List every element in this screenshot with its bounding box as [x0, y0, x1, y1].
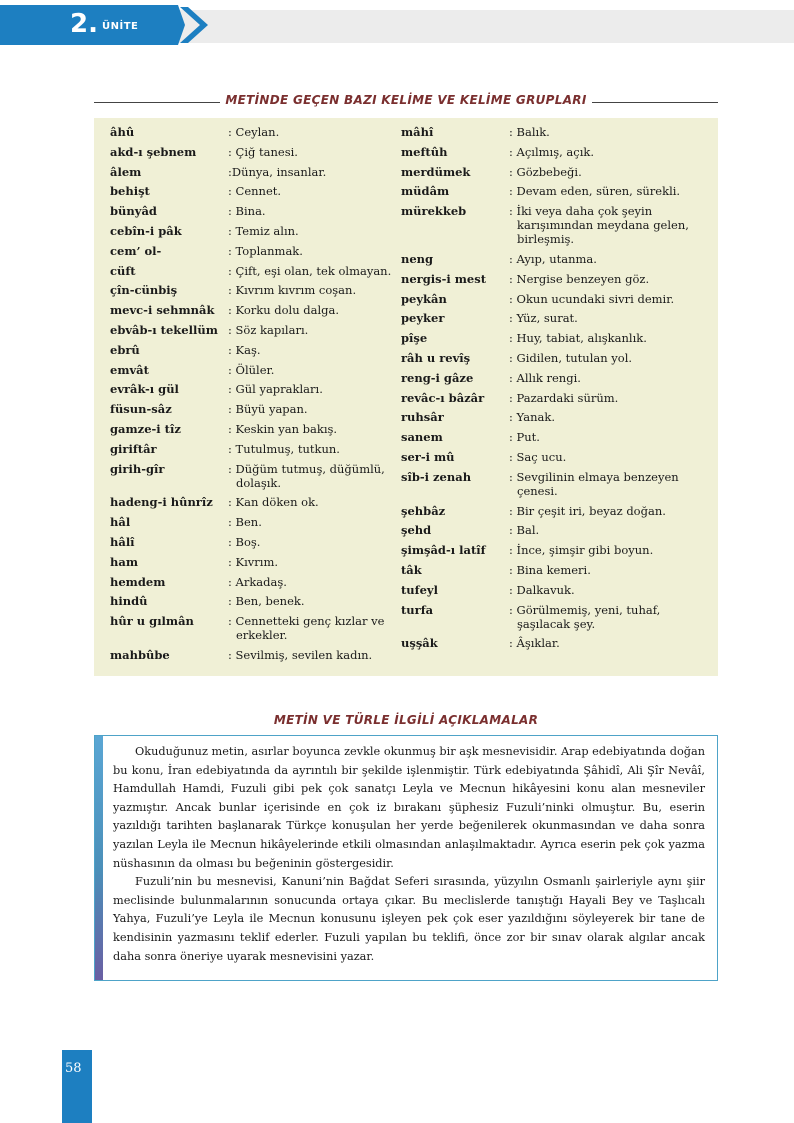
glossary-term: şimşâd-ı latîf	[401, 543, 486, 558]
glossary-entry	[401, 204, 701, 246]
glossary-term: râh u revîş	[401, 350, 471, 365]
glossary-entry	[110, 244, 410, 258]
glossary-entry	[401, 371, 701, 385]
glossary-entry	[110, 422, 410, 436]
glossary-entry	[110, 145, 410, 159]
glossary-term: hindû	[110, 594, 148, 609]
glossary-entry	[401, 311, 701, 325]
glossary-definition: : Keskin yan bakış.	[228, 421, 338, 436]
glossary-definition: : Temiz alın.	[228, 223, 299, 238]
glossary-entry	[110, 224, 410, 238]
glossary-definition: : Çift, eşi olan, tek olmayan.	[228, 263, 392, 278]
glossary-entry	[401, 125, 701, 139]
glossary-entry	[401, 636, 701, 650]
glossary-entry	[401, 272, 701, 286]
glossary-entry	[110, 204, 410, 218]
glossary-term: hâl	[110, 515, 131, 530]
glossary-entry	[401, 430, 701, 444]
glossary-term: akd-ı şebnem	[110, 144, 197, 159]
glossary-term: mevc-i sehmnâk	[110, 303, 215, 318]
glossary-entry	[401, 252, 701, 266]
glossary-term: peykân	[401, 291, 447, 306]
glossary-definition: : Arkadaş.	[228, 574, 287, 589]
glossary-entry	[110, 323, 410, 337]
glossary-entry	[401, 543, 701, 557]
page-number: 58	[65, 1061, 82, 1076]
glossary-definition: : Bina.	[228, 204, 266, 219]
glossary-entry	[401, 470, 701, 498]
glossary-term: ebrû	[110, 342, 140, 357]
glossary-entry	[401, 351, 701, 365]
glossary-term: tufeyl	[401, 582, 438, 597]
glossary-entry	[110, 648, 410, 662]
glossary-entry	[401, 184, 701, 198]
glossary-term: turfa	[401, 602, 434, 617]
glossary-entry	[110, 442, 410, 456]
glossary-title: METİNDE GEÇEN BAZI KELİME VE KELİME GRUPLARI	[225, 93, 587, 107]
unit-number: 2.	[70, 9, 98, 39]
glossary-definition: : Görülmemiş, yeni, tuhaf, şaşılacak şey.	[509, 602, 661, 631]
glossary-entry	[110, 343, 410, 357]
glossary-definition: : Kıvrım.	[228, 554, 279, 569]
glossary-term: behişt	[110, 184, 150, 199]
glossary-term: reng-i gâze	[401, 370, 474, 385]
glossary-term: mâhî	[401, 125, 434, 139]
glossary-term: şehd	[401, 523, 432, 538]
glossary-entry	[110, 402, 410, 416]
glossary-term: merdümek	[401, 164, 471, 179]
glossary-term: girih-gîr	[110, 461, 165, 476]
glossary-term: ham	[110, 554, 138, 569]
glossary-term: sîb-i zenah	[401, 469, 472, 484]
glossary-entry	[110, 283, 410, 297]
glossary-entry	[110, 594, 410, 608]
glossary-definition: : Korku dolu dalga.	[228, 303, 340, 318]
glossary-term: cebîn-i pâk	[110, 223, 182, 238]
glossary-entry	[110, 614, 410, 642]
glossary-definition: : Yanak.	[509, 410, 555, 425]
glossary-definition: : Bal.	[509, 523, 540, 538]
glossary-definition: : Okun ucundaki sivri demir.	[509, 291, 675, 306]
glossary-term: uşşâk	[401, 636, 438, 651]
glossary-entry	[110, 535, 410, 549]
glossary-term: müdâm	[401, 184, 450, 199]
glossary-definition: : Balık.	[509, 125, 550, 139]
glossary-term: mahbûbe	[110, 647, 170, 662]
explanation-accent-strip	[95, 736, 103, 980]
glossary-term: şehbâz	[401, 503, 446, 518]
glossary-definition: : Yüz, surat.	[509, 311, 578, 326]
glossary-definition: : Açılmış, açık.	[509, 144, 595, 159]
glossary-definition: : Bir çeşit iri, beyaz doğan.	[509, 503, 666, 518]
glossary-entry	[401, 410, 701, 424]
glossary-definition: : Gözbebeği.	[509, 164, 582, 179]
glossary-entry	[401, 331, 701, 345]
glossary-term: ebvâb-ı tekellüm	[110, 322, 218, 337]
glossary-entry	[401, 583, 701, 597]
glossary-entry	[110, 495, 410, 509]
explanation-heading	[94, 713, 718, 733]
glossary-entry	[110, 184, 410, 198]
glossary-definition: : Sevilmiş, sevilen kadın.	[228, 647, 373, 662]
glossary-entry	[110, 165, 410, 179]
glossary-term: emvât	[110, 362, 149, 377]
glossary-term: pîşe	[401, 331, 428, 346]
glossary-term: âlem	[110, 164, 142, 179]
glossary-definition: : Ben.	[228, 515, 262, 530]
glossary-definition: : Cennet.	[228, 184, 282, 199]
glossary-term: hadeng-i hûnrîz	[110, 495, 213, 510]
glossary-entry	[401, 145, 701, 159]
explanation-paragraph: Fuzuli’nin bu mesnevisi, Kanuni’nin Bağdat Seferi sırasında, yüzyılın Osmanlı şairleriyle aynı şiir meclisinde bulunmalarının sonucunda ortaya çıkar. Bu meclislerde tanıştığı Hayali Bey ve Taşlıcalı Yahya, Fuzuli’ye Leyla ile Mecnun konusunu işleyen pek çok eser yazıldığını söyleyerek bir tane de kendisinin yazmasını teklif ederler. Fuzuli yapılan bu teklifi, önce zor bir sınav olarak algılar ancak daha sonra öneriye uyarak mesnevisini yazar.	[113, 875, 705, 963]
glossary-entry	[110, 363, 410, 377]
unit-label: ÜNİTE	[102, 21, 139, 32]
glossary-definition: : Gidilen, tutulan yol.	[509, 350, 633, 365]
explanation-box	[94, 735, 718, 981]
glossary-term: mürekkeb	[401, 204, 467, 219]
glossary-term: gamze-i tîz	[110, 421, 181, 436]
glossary-definition: : Âşıklar.	[509, 636, 560, 651]
glossary-entry	[110, 382, 410, 396]
glossary-term: füsun-sâz	[110, 402, 172, 417]
glossary-entry	[401, 563, 701, 577]
heading-rule-right	[592, 102, 718, 103]
glossary-entry	[401, 523, 701, 537]
glossary-entry	[110, 555, 410, 569]
glossary-entry	[401, 292, 701, 306]
glossary-entry	[401, 504, 701, 518]
explanation-paragraph: Okuduğunuz metin, asırlar boyunca zevkle okunmuş bir aşk mesnevisidir. Arap edebiyatında doğan bu konu, İran edebiyatında da ayrıntılı bir şekilde işlenmiştir. Türk edebiyatında Şâhidî, Ali Şîr Nevâî, Hamdullah Hamdi, Fuzuli gibi pek çok sanatçı Leyla ve Mecnun hikâyesini konu alan mesneviler yazmıştır. Ancak bunlar içerisinde en çok iz bırakanı şüphesiz Fuzuli’ninki olmuştur. Bu, eserin yazıldığı tarihten başlanarak Türkçe konuşulan her yerde beğenilerek okunmasından ve daha sonra yazılan Leyla ile Mecnun hikâyelerinde etkili olmasından anlaşılmaktadır. Ayrıca eserin pek çok yazma nüshasının da olması bu beğeninin göstergesidir.	[113, 745, 705, 870]
glossary-entry	[401, 391, 701, 405]
glossary-definition: : Huy, tabiat, alışkanlık.	[509, 331, 647, 346]
glossary-definition: : Söz kapıları.	[228, 322, 309, 337]
glossary-definition: : İnce, şimşir gibi boyun.	[509, 543, 654, 558]
glossary-entry	[110, 462, 410, 490]
glossary-term: meftûh	[401, 144, 448, 159]
glossary-definition: : Kaş.	[228, 342, 261, 357]
glossary-definition: : Büyü yapan.	[228, 402, 308, 417]
glossary-definition: : Çiğ tanesi.	[228, 144, 298, 159]
glossary-term: âhû	[110, 125, 135, 139]
glossary-definition: : Ayıp, utanma.	[509, 251, 597, 266]
glossary-entry	[110, 264, 410, 278]
glossary-definition: : Tutulmuş, tutkun.	[228, 441, 340, 456]
glossary-definition: : Kan döken ok.	[228, 495, 319, 510]
glossary-box	[94, 118, 718, 676]
glossary-entry	[110, 515, 410, 529]
glossary-term: bünyâd	[110, 204, 157, 219]
glossary-definition: : Kıvrım kıvrım coşan.	[228, 283, 357, 298]
glossary-definition: : Nergise benzeyen göz.	[509, 271, 650, 286]
glossary-definition: : Ceylan.	[228, 125, 280, 139]
glossary-term: hûr u gılmân	[110, 614, 194, 629]
glossary-column-right	[401, 125, 701, 656]
glossary-term: giriftâr	[110, 441, 157, 456]
glossary-definition: :Dünya, insanlar.	[228, 164, 327, 179]
glossary-definition: : Ölüler.	[228, 362, 275, 377]
glossary-term: cem’ ol-	[110, 243, 162, 258]
glossary-definition: : Allık rengi.	[509, 370, 581, 385]
glossary-column-left	[110, 125, 410, 668]
glossary-term: hemdem	[110, 574, 166, 589]
glossary-definition: : Sevgilinin elmaya benzeyen çenesi.	[509, 469, 679, 498]
glossary-term: tâk	[401, 562, 422, 577]
glossary-definition: : Dalkavuk.	[509, 582, 575, 597]
glossary-term: sanem	[401, 430, 443, 445]
glossary-definition: : Cennetteki genç kızlar ve erkekler.	[228, 614, 385, 643]
glossary-definition: : Boş.	[228, 534, 261, 549]
glossary-definition: : Düğüm tutmuş, düğümlü, dolaşık.	[228, 461, 385, 490]
glossary-definition: : Gül yaprakları.	[228, 382, 323, 397]
explanation-title: METİN VE TÜRLE İLGİLİ AÇIKLAMALAR	[273, 713, 539, 727]
glossary-definition: : İki veya daha çok şeyin karışımından meydana gelen, birleşmiş.	[509, 204, 689, 247]
glossary-entry	[401, 165, 701, 179]
glossary-term: neng	[401, 251, 434, 266]
glossary-term: ruhsâr	[401, 410, 444, 425]
glossary-term: cüft	[110, 263, 136, 278]
glossary-definition: : Toplanmak.	[228, 243, 303, 258]
glossary-term: nergis-i mest	[401, 271, 487, 286]
glossary-term: peyker	[401, 311, 445, 326]
glossary-definition: : Put.	[509, 430, 540, 445]
glossary-term: revâc-ı bâzâr	[401, 390, 485, 405]
glossary-entry	[110, 125, 410, 139]
glossary-term: evrâk-ı gül	[110, 382, 179, 397]
explanation-text	[113, 743, 705, 966]
glossary-term: hâlî	[110, 534, 135, 549]
glossary-entry	[110, 303, 410, 317]
glossary-definition: : Bina kemeri.	[509, 562, 591, 577]
glossary-definition: : Pazardaki sürüm.	[509, 390, 619, 405]
glossary-definition: : Saç ucu.	[509, 449, 567, 464]
glossary-definition: : Ben, benek.	[228, 594, 305, 609]
glossary-term: çîn-cünbiş	[110, 283, 178, 298]
glossary-entry	[401, 603, 701, 631]
glossary-entry	[110, 575, 410, 589]
glossary-term: ser-i mû	[401, 449, 455, 464]
glossary-definition: : Devam eden, süren, sürekli.	[509, 184, 681, 199]
glossary-heading	[94, 93, 718, 113]
glossary-entry	[401, 450, 701, 464]
